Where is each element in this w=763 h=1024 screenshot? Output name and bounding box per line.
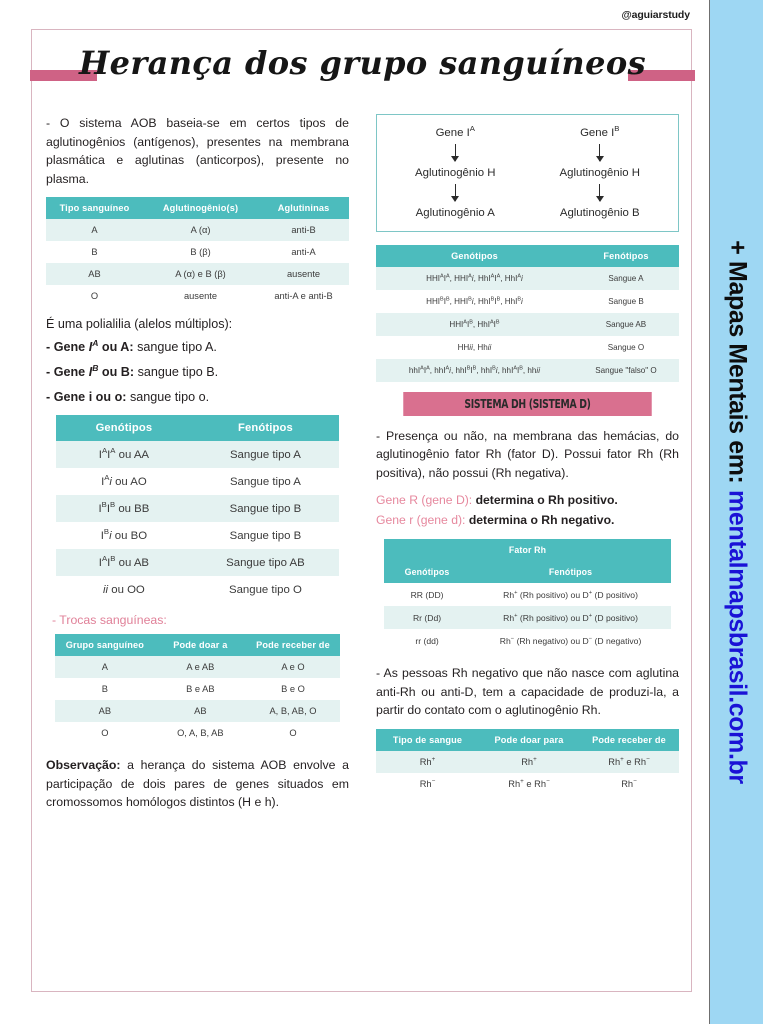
table-header-row	[55, 634, 340, 656]
cell-genotype: $I^Ai$ ou AO	[56, 468, 192, 495]
table-row	[55, 700, 340, 722]
cell: B	[46, 241, 143, 263]
cell: O	[246, 722, 340, 744]
rh-negative-paragraph: - As pessoas Rh negativo que não nasce com aglutina anti-Rh ou anti-D, tem a capacidade de produzi-la, a partir do contato com o aglutinogênio Rh.	[376, 666, 679, 717]
intro-paragraph: - O sistema AOB baseia-se em certos tipos de aglutinogênios (antígenos), presentes na membrana plasmática e aglutinas (anticorpos), presente no plasma.	[46, 116, 349, 186]
cell-genotype: $I^AI^B$ ou AB	[56, 549, 192, 576]
cell-genotype: RR (DD)	[384, 583, 470, 606]
th-pode-receber-de: Pode receber de	[579, 729, 679, 751]
table-row	[46, 285, 349, 307]
promo-url[interactable]: mentalmapsbrasil.com.br	[723, 490, 751, 784]
page-title	[32, 46, 693, 98]
trocas-table	[55, 634, 340, 744]
cell: anti-A	[258, 241, 349, 263]
th-aglutinogenios: Aglutinogênio(s)	[143, 197, 258, 219]
table-row	[46, 219, 349, 241]
observacao-label: Observação:	[46, 758, 121, 772]
cell-genotype: $I^BI^B$ ou BB	[56, 495, 192, 522]
th-genotipos: Genótipos	[384, 561, 470, 583]
table-header-row	[56, 415, 339, 441]
diagram-node: Aglutinogênio A	[415, 207, 495, 219]
cell: AB	[155, 700, 246, 722]
cell: O, A, B, AB	[155, 722, 246, 744]
cell-phenotype: Sangue O	[573, 336, 679, 359]
cell: Rh−	[579, 773, 679, 795]
table-row	[384, 629, 671, 652]
th-pode-doar-para: Pode doar para	[479, 729, 579, 751]
observacao-paragraph	[46, 756, 349, 812]
table-row	[56, 468, 339, 495]
cell: AB	[46, 263, 143, 285]
rh-paragraph: - Presença ou não, na membrana das hemácias, do aglutinogênio fator Rh (fator D). Possui fator Rh (Rh positiva), não possui (Rh negativa).	[376, 428, 679, 480]
table-row	[376, 267, 679, 290]
cell-genotype: $HHI^AI^A$, $HHI^Ai$, $HhI^AI^A$, HhI$^A$i	[376, 267, 573, 290]
table-row	[384, 583, 671, 606]
diagram-node: Aglutinogênio H	[559, 167, 640, 179]
gene-r-desc: determina o Rh negativo.	[465, 513, 615, 527]
table-row	[376, 359, 679, 382]
arrow-down-icon	[455, 184, 456, 201]
table-row	[376, 313, 679, 336]
gene-r-label: Gene r (gene d):	[376, 513, 466, 527]
rh-transfusion-table-wrap	[376, 729, 679, 795]
th-pode-doar: Pode doar a	[155, 634, 246, 656]
cell-phenotype: Sangue tipo B	[192, 522, 339, 549]
diagram-chain-left	[383, 126, 528, 221]
cell: Rh+ e Rh−	[579, 751, 679, 773]
blood-types-table	[46, 197, 349, 307]
th-fator-rh-title: Fator Rh	[384, 539, 671, 561]
th-aglutininas: Aglutininas	[258, 197, 349, 219]
th-fenotipos: Fenótipos	[192, 415, 339, 441]
diagram-node: Gene $I^A$	[435, 124, 475, 139]
cell-phenotype: Sangue AB	[573, 313, 679, 336]
right-column	[376, 114, 679, 805]
table-row	[376, 336, 679, 359]
th-tipo-sangue: Tipo de sangue	[376, 729, 479, 751]
cell: O	[46, 285, 143, 307]
cell: Rh+	[376, 751, 479, 773]
cell-phenotype: Sangue A	[573, 267, 679, 290]
title-text: Herança dos grupo sanguíneos	[78, 44, 647, 82]
table-title-row	[384, 539, 671, 561]
diagram-node: Aglutinogênio B	[559, 207, 640, 219]
trocas-table-wrap	[55, 634, 340, 744]
observacao-text: a herança do sistema AOB envolve a participação de dois pares de genes situados em cromossomos homólogos distintos (H e h).	[46, 758, 349, 809]
section-banner-rh: SISTEMA DH (SISTEMA D)	[403, 392, 651, 416]
gene-line-a: - Gene $I^A$ ou A: sangue tipo A.	[46, 337, 217, 354]
genotypes-hh-table	[376, 245, 679, 382]
gene-line-i: - Gene i ou o: sangue tipo o.	[46, 390, 210, 404]
cell-genotype: $I^AI^A$ ou AA	[56, 441, 192, 468]
table-row	[46, 241, 349, 263]
table-row	[376, 773, 679, 795]
cell-phenotype: Sangue tipo AB	[192, 549, 339, 576]
cell: anti-A e anti-B	[258, 285, 349, 307]
cell-phenotype: Sangue "falso" O	[573, 359, 679, 382]
gene-r-line	[376, 511, 679, 529]
promo-prefix: + Mapas Mentais em:	[723, 240, 751, 491]
cell: ausente	[143, 285, 258, 307]
cell-phenotype: Rh+ (Rh positivo) ou D+ (D positivo)	[470, 606, 671, 629]
diagram-chain-right	[528, 126, 673, 221]
gene-rh-block	[376, 491, 679, 529]
table-row	[46, 263, 349, 285]
genotypes-hh-table-wrap	[376, 245, 679, 382]
cell: A	[46, 219, 143, 241]
genotypes-table-wrap	[56, 415, 339, 603]
cell: B (β)	[143, 241, 258, 263]
fator-rh-table	[384, 539, 671, 652]
table-header-row	[46, 197, 349, 219]
cell: Rh−	[376, 773, 479, 795]
cell-phenotype: Sangue B	[573, 290, 679, 313]
blood-types-table-wrap	[46, 197, 349, 307]
cell-genotype: rr (dd)	[384, 629, 470, 652]
cell-phenotype: Sangue tipo B	[192, 495, 339, 522]
cell: B	[55, 678, 155, 700]
table-row	[55, 678, 340, 700]
table-row	[56, 495, 339, 522]
promo-sidebar-text	[722, 240, 751, 783]
arrow-down-icon	[599, 144, 600, 161]
cell: A e AB	[155, 656, 246, 678]
left-column	[46, 114, 349, 821]
gene-line-b: - Gene $I^B$ ou B: sangue tipo B.	[46, 362, 219, 379]
arrow-down-icon	[455, 144, 456, 161]
cell: A, B, AB, O	[246, 700, 340, 722]
promo-sidebar	[709, 0, 763, 1024]
gene-R-desc: determina o Rh positivo.	[472, 493, 618, 507]
genotypes-table	[56, 415, 339, 603]
th-fenotipos: Fenótipos	[470, 561, 671, 583]
table-header-row	[384, 561, 671, 583]
trocas-label: - Trocas sanguíneas:	[52, 613, 167, 627]
gene-R-label: Gene R (gene D):	[376, 493, 473, 507]
account-handle: @aguiarstudy	[621, 9, 690, 21]
cell: A (α)	[143, 219, 258, 241]
table-row	[376, 290, 679, 313]
cell: AB	[55, 700, 155, 722]
diagram-node: Gene $I^B$	[580, 124, 620, 139]
cell: Rh+	[479, 751, 579, 773]
cell-genotype: $HHI^AI^B$, $HhI^AI^B$	[376, 313, 573, 336]
table-row	[384, 606, 671, 629]
cell-phenotype: Sangue tipo A	[192, 441, 339, 468]
diagram-node: Aglutinogênio H	[415, 167, 496, 179]
cell-genotype: $hhI^AI^A$, hhI$^A$i, $hhI^BI^B$, hhI$^B$i, $hhI^AI^B$, hhii	[376, 359, 573, 382]
table-header-row	[376, 245, 679, 267]
cell-genotype: $I^Bi$ ou BO	[56, 522, 192, 549]
cell-genotype: Rr (Dd)	[384, 606, 470, 629]
cell: B e AB	[155, 678, 246, 700]
table-header-row	[376, 729, 679, 751]
fator-rh-table-wrap	[384, 539, 671, 652]
th-fenotipos: Fenótipos	[573, 245, 679, 267]
polialilia-lead: É uma polialilia (alelos múltiplos):	[46, 317, 233, 331]
cell: anti-B	[258, 219, 349, 241]
rh-transfusion-table	[376, 729, 679, 795]
cell-genotype: $HHI^BI^B$, $HHI^Bi$, $HhI^BI^B$, HhI$^B$i	[376, 290, 573, 313]
gene-pathway-diagram	[376, 114, 679, 232]
table-row	[376, 751, 679, 773]
cell: Rh+ e Rh−	[479, 773, 579, 795]
cell-phenotype: Rh+ (Rh positivo) ou D+ (D positivo)	[470, 583, 671, 606]
table-row	[56, 522, 339, 549]
arrow-down-icon	[599, 184, 600, 201]
th-genotipos: Genótipos	[376, 245, 573, 267]
table-row	[55, 656, 340, 678]
gene-R-line	[376, 491, 679, 509]
content-sheet	[31, 29, 692, 992]
cell: A (α) e B (β)	[143, 263, 258, 285]
table-row	[56, 549, 339, 576]
cell: A	[55, 656, 155, 678]
th-genotipos: Genótipos	[56, 415, 192, 441]
th-pode-receber: Pode receber de	[246, 634, 340, 656]
table-row	[55, 722, 340, 744]
cell: ausente	[258, 263, 349, 285]
cell-genotype: ii ou OO	[56, 576, 192, 603]
table-row	[56, 576, 339, 603]
th-tipo-sanguineo: Tipo sanguíneo	[46, 197, 143, 219]
cell-phenotype: Sangue tipo O	[192, 576, 339, 603]
cell-phenotype: Sangue tipo A	[192, 468, 339, 495]
cell: A e O	[246, 656, 340, 678]
cell-genotype: HHii, Hhii	[376, 336, 573, 359]
th-grupo-sanguineo: Grupo sanguíneo	[55, 634, 155, 656]
cell-phenotype: Rh− (Rh negativo) ou D− (D negativo)	[470, 629, 671, 652]
cell: O	[55, 722, 155, 744]
table-row	[56, 441, 339, 468]
cell: B e O	[246, 678, 340, 700]
